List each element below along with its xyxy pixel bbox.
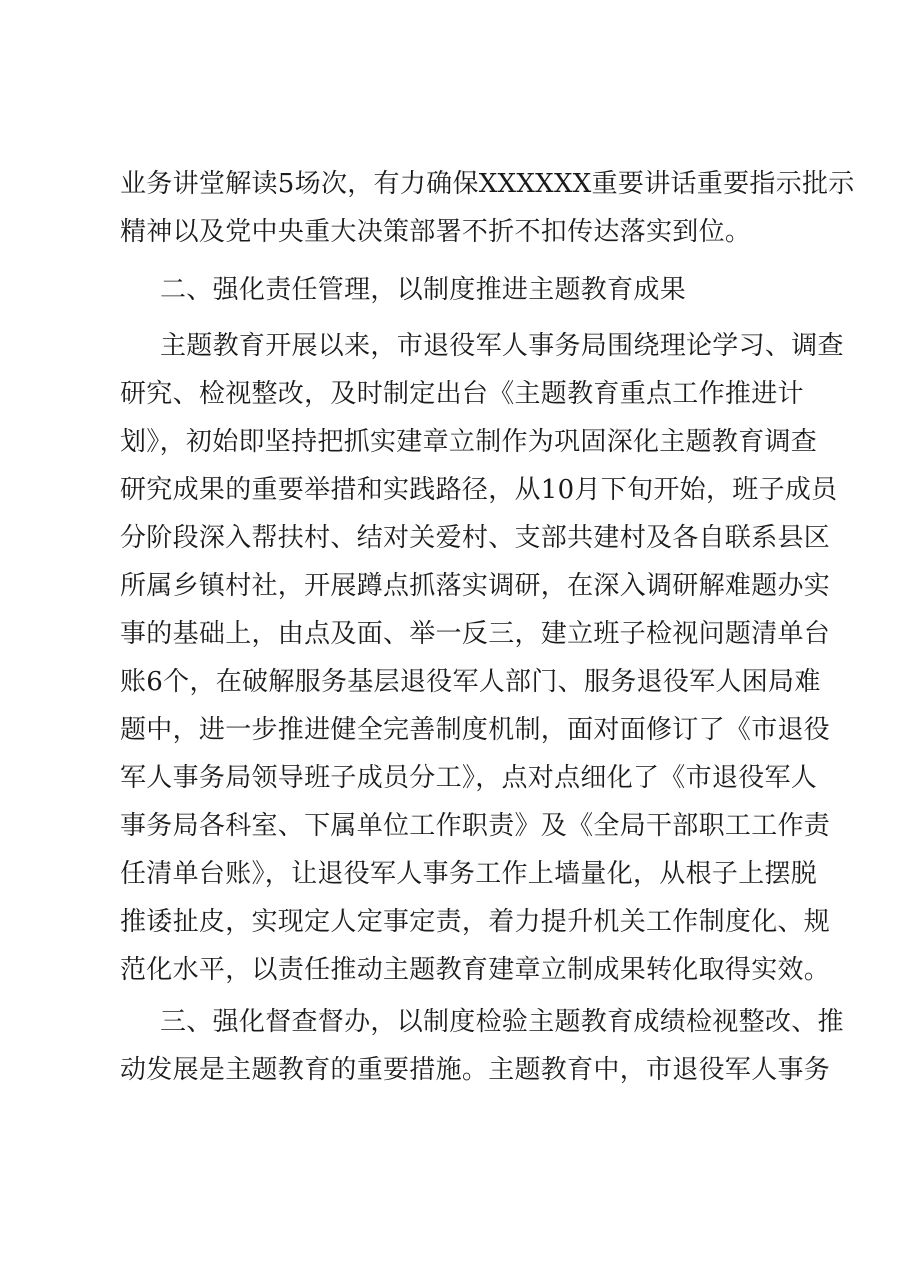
paragraph-line: 动发展是主题教育的重要措施。主题教育中，市退役军人事务 <box>120 1055 831 1085</box>
paragraph-line: 研究成果的重要举措和实践路径，从10月下旬开始，班子成员 <box>120 475 838 505</box>
paragraph-line: 业务讲堂解读5场次，有力确保XXXXXX重要讲话重要指示批示 <box>120 169 855 199</box>
paragraph-section-3 <box>120 998 844 1094</box>
paragraph-line: 主题教育开展以来，市退役军人事务局围绕理论学习、调查 <box>160 331 844 361</box>
paragraph-line: 范化水平，以责任推动主题教育建章立制成果转化取得实效。 <box>120 955 831 985</box>
paragraph-line: 题中，进一步推进健全完善制度机制，面对面修订了《市退役 <box>120 715 831 745</box>
paragraph-line: 三、强化督查督办，以制度检验主题教育成绩检视整改、推 <box>160 1007 844 1037</box>
paragraph-line: 任清单台账》，让退役军人事务工作上墙量化，从根子上摆脱 <box>120 859 818 889</box>
paragraph-continuation <box>120 160 855 256</box>
paragraph-line: 推诿扯皮，实现定人定事定责，着力提升机关工作制度化、规 <box>120 907 831 937</box>
paragraph-line: 精神以及党中央重大决策部署不折不扣传达落实到位。 <box>120 217 752 247</box>
paragraph-line: 划》，初始即坚持把抓实建章立制作为巩固深化主题教育调查 <box>120 427 818 457</box>
paragraph-line: 事务局各科室、下属单位工作职责》及《全局干部职工工作责 <box>120 811 831 841</box>
paragraph-line: 军人事务局领导班子成员分工》，点对点细化了《市退役军人 <box>120 763 818 793</box>
section-heading-text: 二、强化责任管理，以制度推进主题教育成果 <box>160 275 687 305</box>
paragraph-line: 研究、检视整改，及时制定出台《主题教育重点工作推进计 <box>120 379 804 409</box>
paragraph-line: 事的基础上，由点及面、举一反三，建立班子检视问题清单台 <box>120 619 831 649</box>
paragraph-line: 分阶段深入帮扶村、结对关爱村、支部共建村及各自联系县区 <box>120 523 831 553</box>
paragraph-line: 所属乡镇村社，开展蹲点抓落实调研，在深入调研解难题办实 <box>120 571 831 601</box>
paragraph-line: 账6个，在破解服务基层退役军人部门、服务退役军人困局难 <box>120 667 821 697</box>
section-heading-2 <box>120 266 792 314</box>
paragraph-section-2 <box>120 322 844 994</box>
